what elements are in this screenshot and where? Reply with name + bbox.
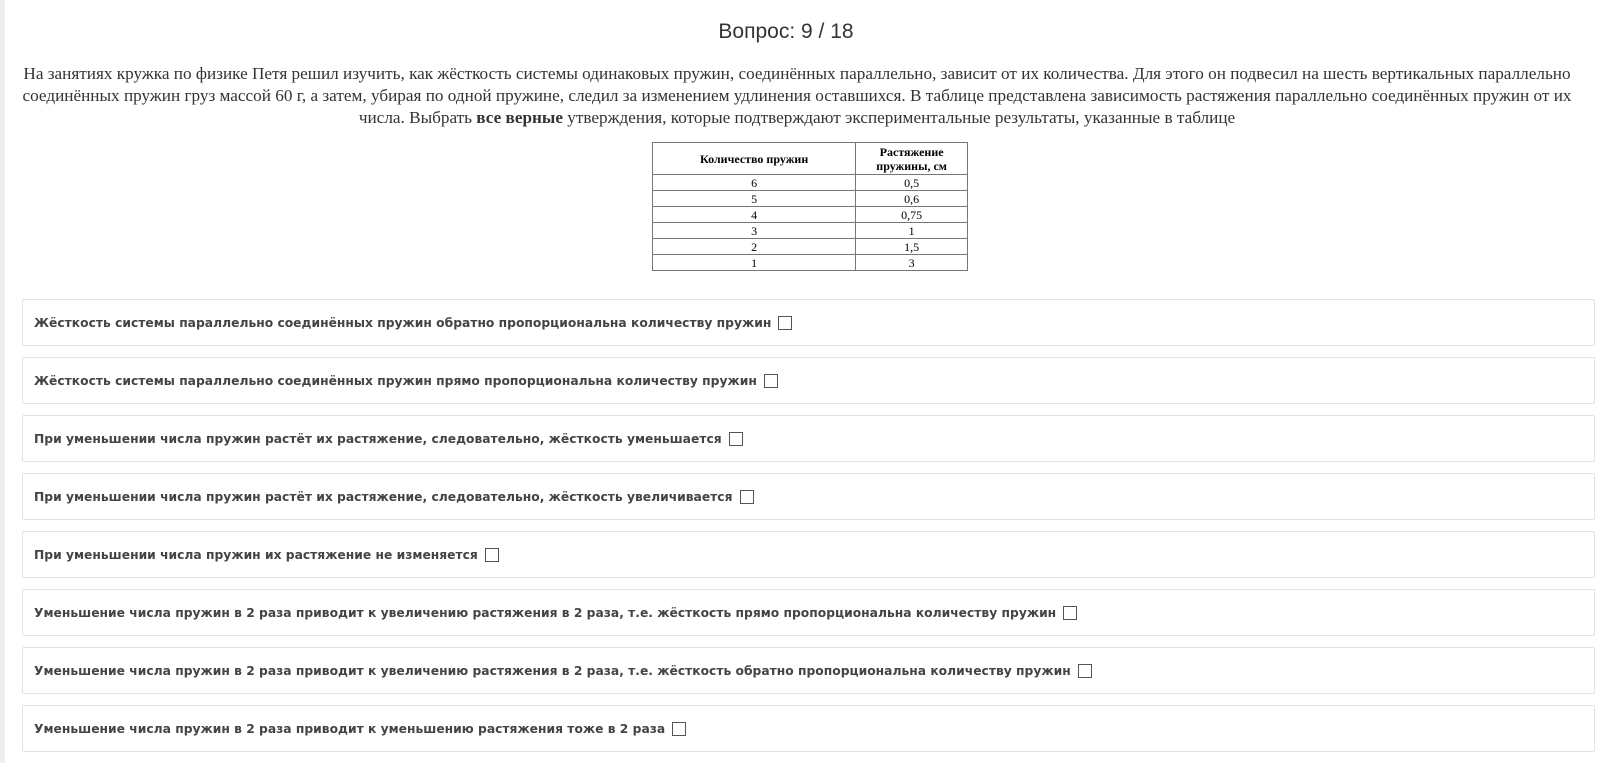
answer-option-6[interactable]: [22, 589, 1595, 636]
answer-option-3[interactable]: [22, 415, 1595, 462]
table-header-row: [653, 143, 968, 175]
table-cell-stretch: 0,75: [856, 207, 968, 223]
answer-checkbox[interactable]: [764, 374, 778, 388]
table-cell-stretch: 1: [856, 223, 968, 239]
table-cell-count: 3: [653, 223, 856, 239]
table-row: [653, 175, 968, 191]
table-row: [653, 255, 968, 271]
answer-checkbox[interactable]: [485, 548, 499, 562]
table-cell-stretch: 1,5: [856, 239, 968, 255]
answer-option-label: Жёсткость системы параллельно соединённых пружин обратно пропорциональна количеству пружин: [34, 315, 772, 330]
answer-checkbox[interactable]: [1078, 664, 1092, 678]
answer-checkbox[interactable]: [1063, 606, 1077, 620]
answer-option-2[interactable]: [22, 357, 1595, 404]
answer-option-label: Уменьшение числа пружин в 2 раза приводит к увеличению растяжения в 2 раза, т.е. жёсткость прямо пропорциональна количеству пружин: [34, 605, 1057, 620]
table-cell-count: 4: [653, 207, 856, 223]
answer-option-4[interactable]: [22, 473, 1595, 520]
springs-data-table: [652, 142, 968, 271]
answer-checkbox[interactable]: [740, 490, 754, 504]
table-cell-stretch: 0,6: [856, 191, 968, 207]
question-counter: Вопрос: 9 / 18: [718, 20, 854, 43]
answer-checkbox[interactable]: [729, 432, 743, 446]
table-header-count: Количество пружин: [653, 143, 856, 175]
answer-option-8[interactable]: [22, 705, 1595, 752]
answer-option-1[interactable]: [22, 299, 1595, 346]
table-cell-count: 6: [653, 175, 856, 191]
answer-options-list: [22, 299, 1595, 763]
table-cell-count: 2: [653, 239, 856, 255]
answer-option-label: Жёсткость системы параллельно соединённых пружин прямо пропорциональна количеству пружин: [34, 373, 757, 388]
table-cell-count: 5: [653, 191, 856, 207]
table-cell-stretch: 3: [856, 255, 968, 271]
answer-option-label: Уменьшение числа пружин в 2 раза приводит к уменьшению растяжения тоже в 2 раза: [34, 721, 666, 736]
question-text-part2: утверждения, которые подтверждают экспериментальные результаты, указанные в таблице: [562, 108, 1236, 127]
answer-option-7[interactable]: [22, 647, 1595, 694]
question-text-emphasis: все верные: [476, 108, 563, 127]
answer-option-label: При уменьшении числа пружин растёт их растяжение, следовательно, жёсткость увеличивается: [34, 489, 733, 504]
table-row: [653, 239, 968, 255]
answer-option-label: При уменьшении числа пружин их растяжение не изменяется: [34, 547, 478, 562]
answer-option-label: Уменьшение числа пружин в 2 раза приводит к увеличению растяжения в 2 раза, т.е. жёсткость обратно пропорциональна количеству пружин: [34, 663, 1071, 678]
table-cell-count: 1: [653, 255, 856, 271]
table-row: [653, 191, 968, 207]
table-header-stretch: Растяжение пружины, см: [856, 143, 968, 175]
question-text: [22, 63, 1572, 129]
answer-option-label: При уменьшении числа пружин растёт их растяжение, следовательно, жёсткость уменьшается: [34, 431, 722, 446]
question-text-part1: На занятиях кружка по физике Петя решил изучить, как жёсткость системы одинаковых пружин, соединённых параллельно, зависит от их количества. Для этого он подвесил на шесть вертикальных параллельно соединённых пружин груз массой 60 г, а затем, убирая по одной пружине, следил за изменением удлинения оставшихся. В таблице представлена зависимость растяжения параллельно соединённых пружин от их числа. Выбрать: [22, 64, 1572, 127]
answer-option-5[interactable]: [22, 531, 1595, 578]
table-cell-stretch: 0,5: [856, 175, 968, 191]
table-row: [653, 207, 968, 223]
answer-checkbox[interactable]: [778, 316, 792, 330]
answer-checkbox[interactable]: [672, 722, 686, 736]
table-row: [653, 223, 968, 239]
